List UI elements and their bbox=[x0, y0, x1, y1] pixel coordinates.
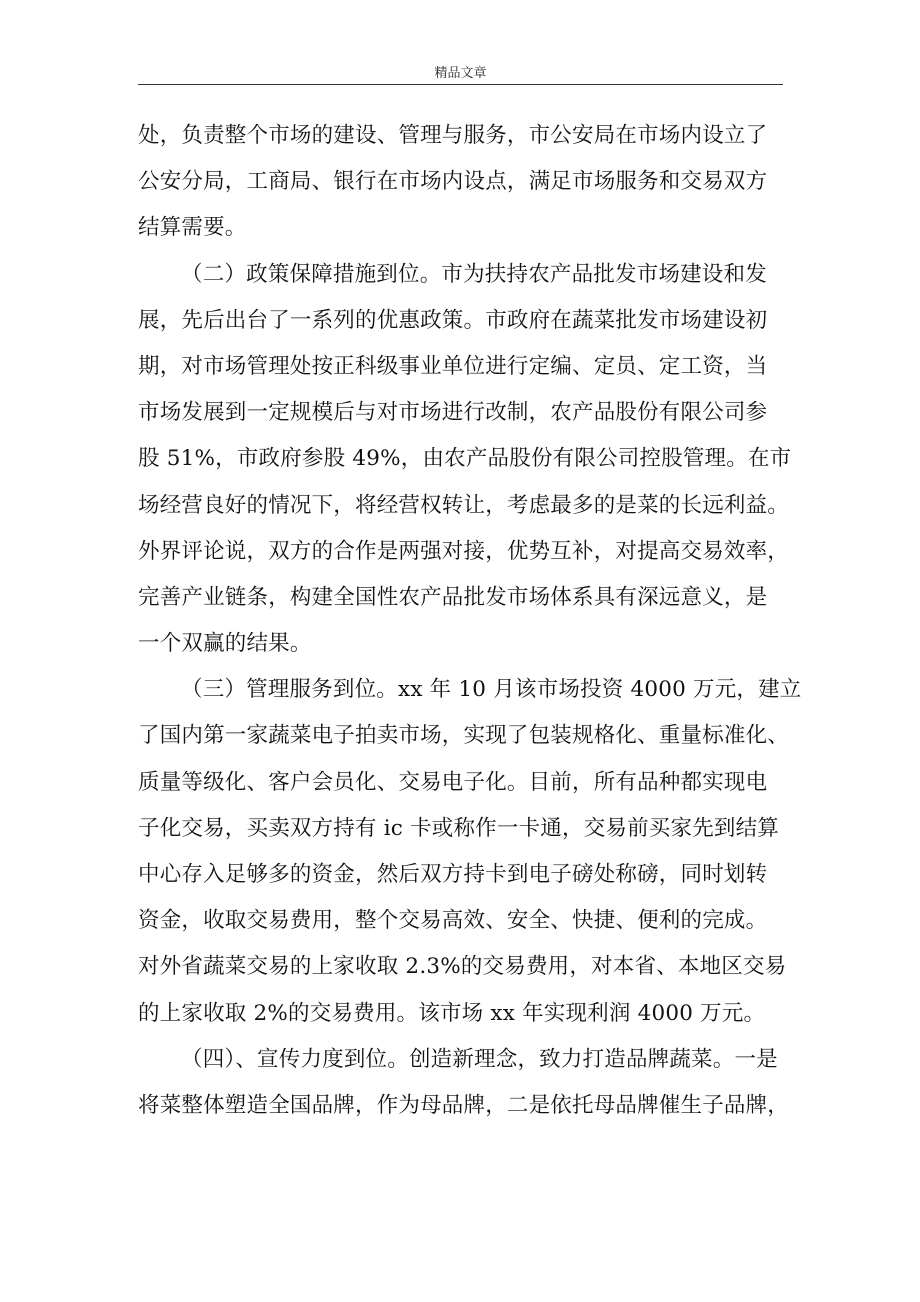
text-line: 外界评论说，双方的合作是两强对接，优势互补，对提高交易效率， bbox=[138, 538, 790, 564]
document-body bbox=[138, 113, 802, 1129]
text-line: 质量等级化、客户会员化、交易电子化。目前，所有品种都实现电 bbox=[138, 769, 768, 795]
text-line: 公安分局，工商局、银行在市场内设点，满足市场服务和交易双方 bbox=[138, 169, 768, 195]
paragraph-start-line: （四）、宣传力度到位。创造新理念，致力打造品牌蔬菜。一是 bbox=[181, 1046, 778, 1072]
header-divider bbox=[138, 84, 783, 85]
text-line: 一个双赢的结果。 bbox=[138, 631, 312, 657]
text-line: 中心存入足够多的资金，然后双方持卡到电子磅处称磅，同时划转 bbox=[138, 862, 768, 887]
text-line: 期，对市场管理处按正科级事业单位进行定编、定员、定工资，当 bbox=[138, 353, 768, 379]
text-line: 处，负责整个市场的建设、管理与服务，市公安局在市场内设立了 bbox=[138, 123, 768, 148]
text-line: 资金，收取交易费用，整个交易高效、安全、快捷、便利的完成。 bbox=[138, 908, 768, 934]
paragraph-start-line: （三）管理服务到位。xx 年 10 月该市场投资 4000 万元，建立 bbox=[181, 677, 802, 703]
text-line: 股 51%，市政府参股 49%，由农产品股份有限公司控股管理。在市 bbox=[138, 446, 792, 472]
text-line: 展，先后出台了一系列的优惠政策。市政府在蔬菜批发市场建设初 bbox=[138, 307, 768, 333]
text-line: 了国内第一家蔬菜电子拍卖市场，实现了包装规格化、重量标准化、 bbox=[138, 723, 790, 749]
text-line: 子化交易，买卖双方持有 ic 卡或称作一卡通，交易前买家先到结算 bbox=[138, 815, 779, 841]
text-line: 的上家收取 2%的交易费用。该市场 xx 年实现利润 4000 万元。 bbox=[138, 1000, 766, 1026]
text-line: 将菜整体塑造全国品牌，作为母品牌，二是依托母品牌催生子品牌， bbox=[138, 1092, 790, 1118]
text-line: 市场发展到一定规模后与对市场进行改制，农产品股份有限公司参 bbox=[138, 400, 768, 426]
text-line: 对外省蔬菜交易的上家收取 2.3%的交易费用，对本省、本地区交易 bbox=[138, 954, 787, 980]
paragraph-start-line: （二）政策保障措施到位。市为扶持农产品批发市场建设和发 bbox=[181, 261, 767, 287]
text-line: 结算需要。 bbox=[138, 215, 247, 241]
text-line: 完善产业链条，构建全国性农产品批发市场体系具有深远意义，是 bbox=[138, 584, 768, 610]
page-header: 精品文章 bbox=[434, 66, 487, 81]
text-line: 场经营良好的情况下，将经营权转让，考虑最多的是菜的长远利益。 bbox=[138, 492, 790, 518]
